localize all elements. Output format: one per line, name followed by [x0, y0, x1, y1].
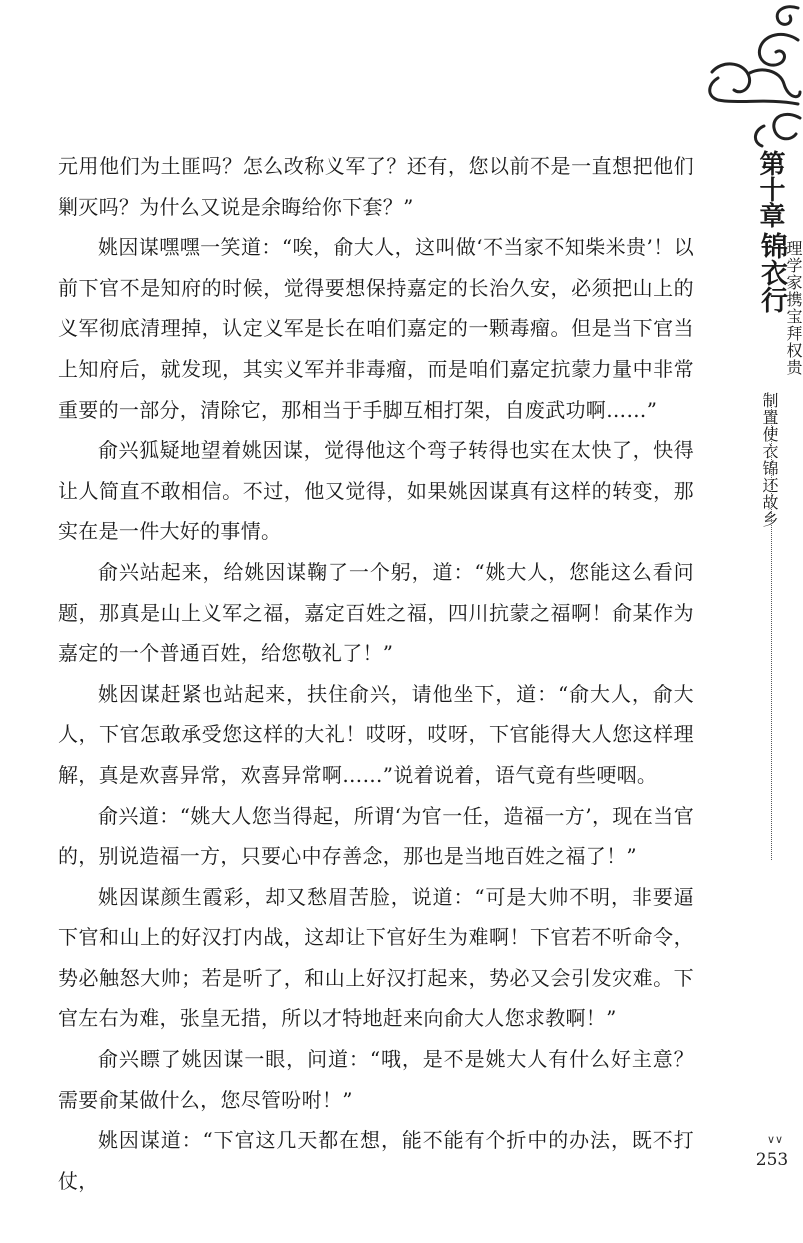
- paragraph: 俞兴站起来，给姚因谋鞠了一个躬，道：“姚大人，您能这么看问题，那真是山上义军之福，嘉定百姓之福，四川抗蒙之福啊！俞某作为嘉定的一个普通百姓，给您敬礼了！”: [58, 559, 694, 666]
- paragraph: 元用他们为土匪吗？怎么改称义军了？还有，您以前不是一直想把他们剿灭吗？为什么又说是余晦给你下套？”: [58, 154, 694, 219]
- paragraph: 俞兴瞟了姚因谋一眼，问道：“哦，是不是姚大人有什么好主意？需要俞某做什么，您尽管吩咐！”: [58, 1047, 694, 1112]
- page-number: 253: [755, 1150, 789, 1170]
- paragraph: 姚因谋赶紧也站起来，扶住俞兴，请他坐下，道：“俞大人，俞大人，下官怎敢承受您这样的大礼！哎呀，哎呀，下官能得大人您这样理解，真是欢喜异常，欢喜异常啊……”说着说着，语气竟有些哽咽。: [58, 681, 694, 787]
- chapter-number: 第十章: [755, 150, 785, 228]
- paragraph: 姚因谋嘿嘿一笑道：“唉，俞大人，这叫做‘不当家不知柴米贵’！以前下官不是知府的时候，觉得要想保持嘉定的长治久安，必须把山上的义军彻底清理掉，认定义军是长在咱们嘉定的一颗毒瘤。但是当下官当上知府后，就发现，其实义军并非毒瘤，而是咱们嘉定抗蒙力量中非常重要的一部分，清除它，那相当于手脚互相打架，自废武功啊……”: [58, 235, 694, 422]
- chapter-subtitle-1: 理学家携宝拜权贵: [784, 240, 803, 376]
- paragraph: 姚因谋道：“下官这几天都在想，能不能有个折中的办法，既不打仗，: [58, 1128, 694, 1193]
- paragraph: 俞兴道：“姚大人您当得起，所谓‘为官一任，造福一方’，现在当官的，别说造福一方，只要心中存善念，那也是当地百姓之福了！”: [58, 803, 694, 869]
- chapter-title: 锦衣行: [756, 232, 787, 313]
- page-marker-icon: ∨∨: [766, 1133, 784, 1146]
- chapter-subtitle-2: 制置使衣锦还故乡: [760, 392, 779, 528]
- paragraph: 姚因谋颜生霞彩，却又愁眉苦脸，说道：“可是大帅不明，非要逼下官和山上的好汉打内战，这却让下官好生为难啊！下官若不听命令，势必触怒大帅；若是听了，和山上好汉打起来，势必又会引发灾难。下官左右为难，张皇无措，所以才特地赶来向俞大人您求教啊！”: [58, 884, 694, 1031]
- cloud-ornament-icon: [698, 0, 800, 150]
- paragraph: 俞兴狐疑地望着姚因谋，觉得他这个弯子转得也实在太快了，快得让人简直不敢相信。不过，他又觉得，如果姚因谋真有这样的转变，那实在是一件大好的事情。: [58, 438, 694, 544]
- body-text: [58, 146, 694, 1201]
- margin-divider: [771, 400, 772, 860]
